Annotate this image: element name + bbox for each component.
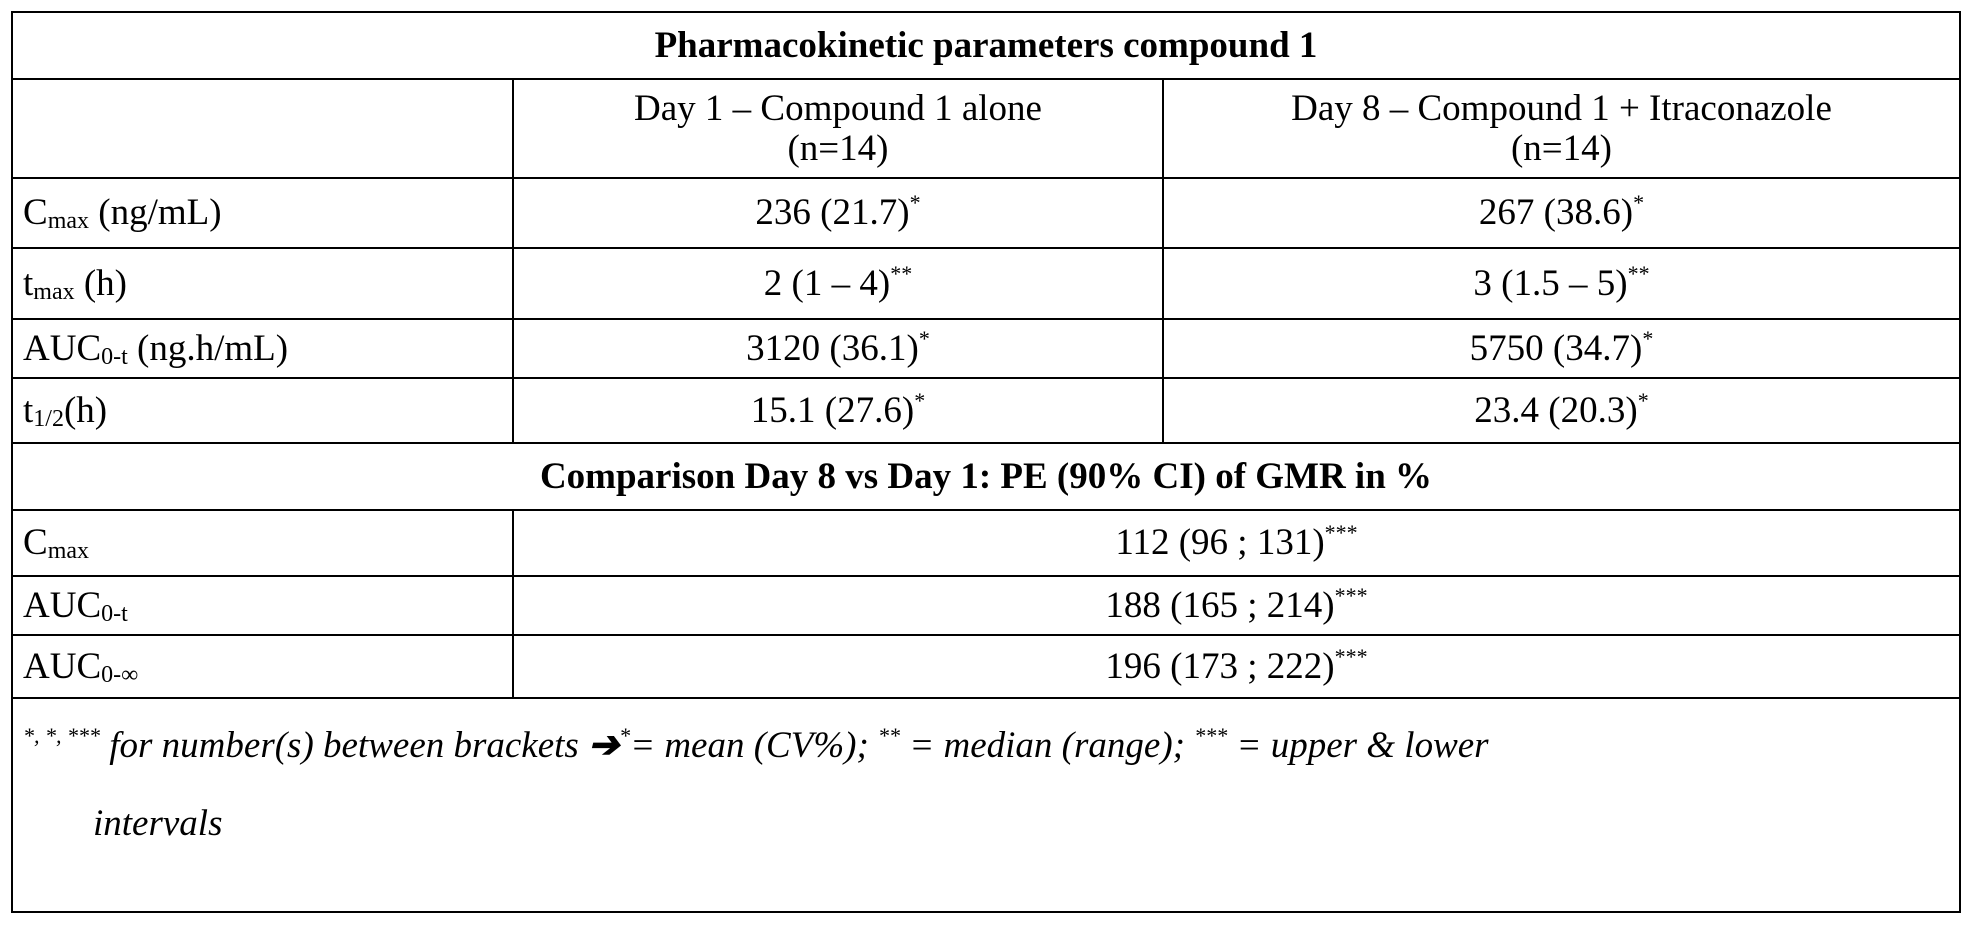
param-cell: tmax (h) [12, 248, 513, 319]
table-row [12, 178, 1960, 248]
header-day8: Day 8 – Compound 1 + Itraconazole (n=14) [1163, 79, 1960, 178]
pk-table [11, 11, 1961, 913]
comparison-title: Comparison Day 8 vs Day 1: PE (90% CI) of GMR in % [12, 443, 1960, 510]
table-row [12, 378, 1960, 443]
param-cell: Cmax [12, 510, 513, 576]
day8-cell: 5750 (34.7)* [1163, 319, 1960, 378]
param-cell: Cmax (ng/mL) [12, 178, 513, 248]
day1-cell: 236 (21.7)* [513, 178, 1163, 248]
value-cell: 188 (165 ; 214)*** [513, 576, 1960, 635]
day8-cell: 267 (38.6)* [1163, 178, 1960, 248]
arrow-icon: ➔ [588, 725, 619, 766]
header-day1: Day 1 – Compound 1 alone (n=14) [513, 79, 1163, 178]
value-cell: 112 (96 ; 131)*** [513, 510, 1960, 576]
param-cell: AUC0-t (ng.h/mL) [12, 319, 513, 378]
comparison-row [12, 635, 1960, 698]
param-cell: t1/2(h) [12, 378, 513, 443]
day1-cell: 2 (1 – 4)** [513, 248, 1163, 319]
comparison-row [12, 576, 1960, 635]
table-title: Pharmacokinetic parameters compound 1 [12, 12, 1960, 79]
day1-cell: 3120 (36.1)* [513, 319, 1163, 378]
param-cell: AUC0-t [12, 576, 513, 635]
day1-cell: 15.1 (27.6)* [513, 378, 1163, 443]
footnote: *, *, *** for number(s) between brackets ➔*= mean (CV%); ** = median (range); *** = upper & lower intervals [12, 698, 1960, 912]
value-cell: 196 (173 ; 222)*** [513, 635, 1960, 698]
comparison-row [12, 510, 1960, 576]
day8-cell: 3 (1.5 – 5)** [1163, 248, 1960, 319]
param-cell: AUC0-∞ [12, 635, 513, 698]
day8-cell: 23.4 (20.3)* [1163, 378, 1960, 443]
table-row [12, 248, 1960, 319]
table-row [12, 319, 1960, 378]
header-empty [12, 79, 513, 178]
